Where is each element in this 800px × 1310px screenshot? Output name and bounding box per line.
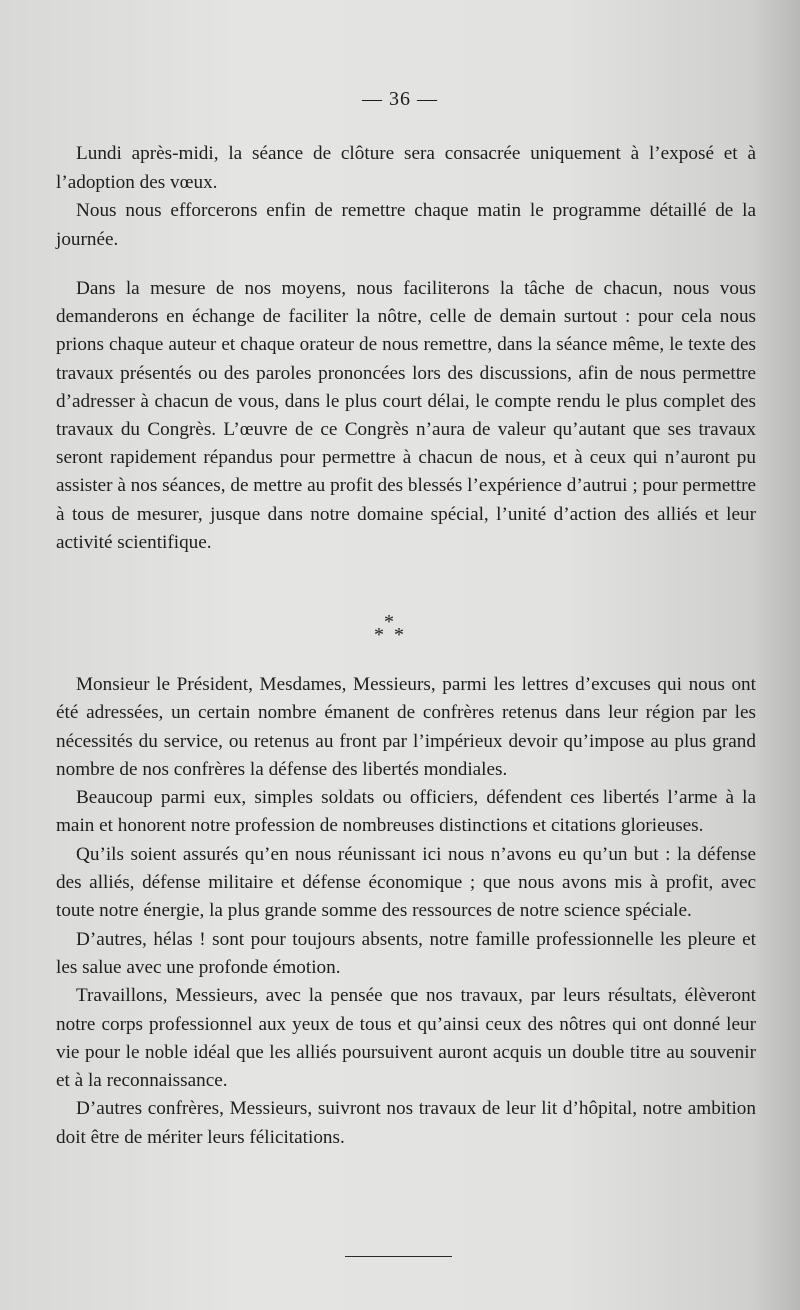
- paragraph: Lundi après-midi, la séance de clôture sera consacrée uniquement à l’exposé et à l’adoption des vœux.: [56, 143, 756, 193]
- closing-session-section: [56, 140, 756, 254]
- paragraph: D’autres, hélas ! sont pour toujours absents, notre famille professionnelle les pleure et les salue avec une profonde émotion.: [56, 928, 756, 978]
- paragraph: Monsieur le Président, Mesdames, Messieurs, parmi les lettres d’excuses qui nous ont été adressées, un certain nombre émanent de confrères retenus dans leur région par les nécessités du service, ou retenus au front par l’impérieux devoir qu’impose au plus grand nombre de nos confrères la défense des libertés mondiales.: [56, 674, 756, 780]
- paragraph: Qu’ils soient assurés qu’en nous réunissant ici nous n’avons eu qu’un but : la défense des alliés, défense militaire et défense économique ; que nous avons mis à profit, avec toute notre énergie, la plus grande somme des ressources de notre science spéciale.: [56, 843, 756, 922]
- paragraph: Travaillons, Messieurs, avec la pensée que nos travaux, par leurs résultats, élèveront notre corps professionnel aux yeux de tous et qu’ainsi ceux des nôtres qui ont donné leur vie pour le noble idéal que les alliés poursuivent auront acquis un double titre au souvenir et à la reconnaissance.: [56, 985, 756, 1092]
- paragraph: Dans la mesure de nos moyens, nous faciliterons la tâche de chacun, nous vous demanderons en échange de faciliter la nôtre, celle de demain surtout : pour cela nous prions chaque auteur et chaque orateur de nous remettre, dans la séance même, le texte des travaux présentés ou des paroles prononcées lors des discussions, afin de nous permettre d’adresser à chacun de vous, dans le plus court délai, le compte rendu le plus complet des travaux du Congrès. L’œuvre de ce Congrès n’aura de valeur qu’autant que ses travaux seront rapidement répandus pour permettre à chacun de nous, et à ceux qui n’auront pu assister à nos séances, de mettre au profit des blessés l’expérience d’autrui ; pour permettre à tous de mesurer, jusque dans notre domaine spécial, l’unité d’action des alliés et leur activité scientifique.: [56, 278, 756, 553]
- asterisk: *: [384, 611, 394, 633]
- congress-proceedings-section: [56, 275, 756, 557]
- asterisk: *: [394, 624, 404, 646]
- paragraph: Beaucoup parmi eux, simples soldats ou officiers, défendent ces libertés l’arme à la main et honorent notre profession de nombreuses distinctions et citations glorieuses.: [56, 787, 756, 837]
- paragraph: D’autres confrères, Messieurs, suivront nos travaux de leur lit d’hôpital, notre ambition doit être de mériter leurs félicitations.: [56, 1098, 756, 1148]
- asterism-separator: [360, 612, 420, 652]
- end-rule-divider: [345, 1256, 452, 1257]
- asterisk: *: [374, 624, 384, 646]
- address-section: [56, 671, 756, 1152]
- page-number: — 36 —: [362, 88, 438, 110]
- paragraph: Nous nous efforcerons enfin de remettre chaque matin le programme détaillé de la journée.: [56, 200, 756, 250]
